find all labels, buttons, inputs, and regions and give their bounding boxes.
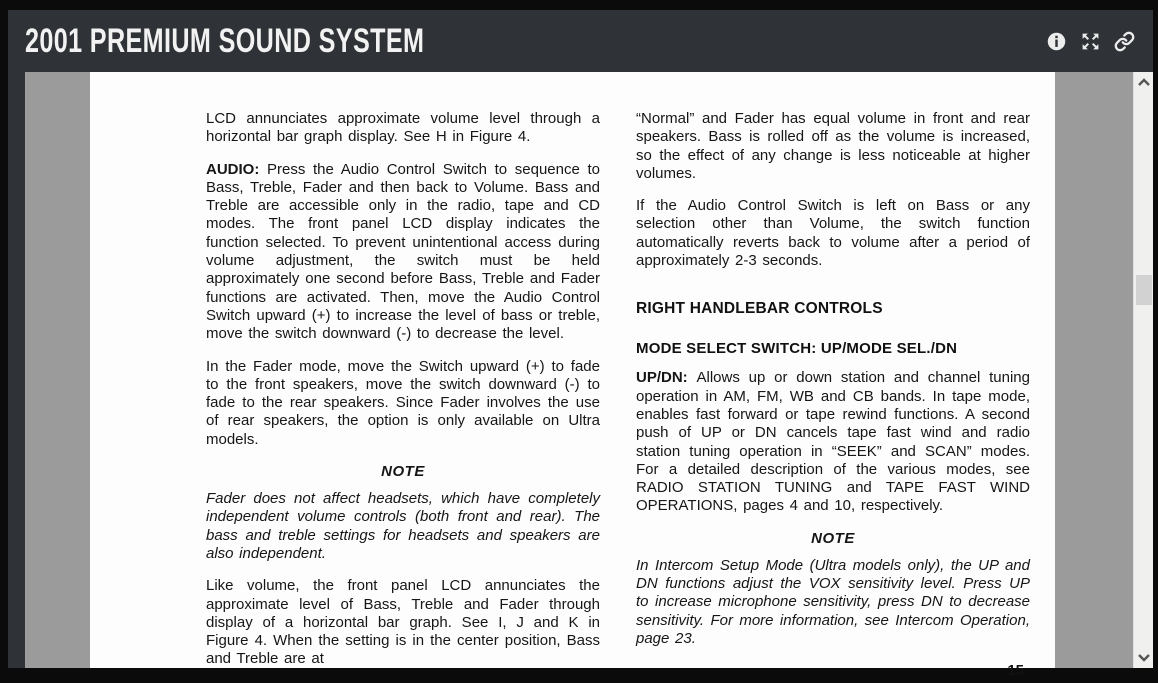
doc-paragraph: If the Audio Control Switch is left on Bass or any selection other than Volume, the switch function automatically reverts back to volume after a period of approximately 2-3 seconds. <box>636 197 1030 270</box>
document-page <box>90 72 1055 680</box>
scrollbar-thumb[interactable] <box>1136 275 1152 305</box>
page-content <box>90 72 1055 683</box>
info-icon[interactable] <box>1046 31 1067 52</box>
doc-paragraph: “Normal” and Fader has equal volume in front and rear speakers. Bass is rolled off as the volume is increased, so the effect of any change is less noticeable at higher volumes. <box>636 110 1030 182</box>
chevron-down-icon <box>1137 653 1151 663</box>
doc-paragraph: LCD annunciates approximate volume level through a horizontal bar graph display. See H in Figure 4. <box>206 110 600 146</box>
document-viewer <box>25 72 1153 680</box>
header-bar <box>8 10 1153 72</box>
chevron-up-icon <box>1137 77 1151 87</box>
left-column <box>206 110 600 683</box>
right-column <box>636 110 1030 683</box>
paragraph-lead: AUDIO: <box>206 160 267 178</box>
section-subheading: MODE SELECT SWITCH: UP/MODE SEL./DN <box>636 340 958 358</box>
page-number: 15 <box>1007 662 1024 680</box>
link-icon[interactable] <box>1114 31 1135 52</box>
expand-icon[interactable] <box>1080 31 1101 52</box>
doc-paragraph: Fader does not affect headsets, which have completely independent volume controls (both front and rear). The bass and treble settings for headsets and speakers are also independent. <box>206 490 600 562</box>
doc-paragraph: In Intercom Setup Mode (Ultra models only), the UP and DN functions adjust the VOX sensitivity level. Press UP to increase microphone sensitivity, press DN to decrease sensitivity. For more information, see Intercom Operation, page 23. <box>636 556 1030 647</box>
paragraph-lead: UP/DN: <box>636 369 697 387</box>
header-icon-group <box>1046 10 1135 72</box>
note-heading: NOTE <box>811 529 855 547</box>
doc-paragraph: UP/DN: Allows up or down station and channel tuning operation in AM, FM, WB and CB bands. In tape mode, enables fast forward or tape rewind functions. A second push of UP or DN cancels tape fast wind and radio station tuning operation in “SEEK” and SCAN” modes. For a detailed description of the various modes, see RADIO STATION TUNING and TAPE FAST WIND OPERATIONS, pages 4 and 10, respectively. <box>636 369 1030 515</box>
doc-paragraph: AUDIO: Press the Audio Control Switch to sequence to Bass, Treble, Fader and then back to Volume. Bass and Treble are accessible only in the radio, tape and CD modes. The front panel LCD display indicates the function selected. To prevent unintentional access during volume adjustment, the switch must be held approximately one second before Bass, Treble and Fader functions are activated. Then, move the Audio Control Switch upward (+) to increase the level of bass or treble, move the switch downward (-) to decrease the level. <box>206 160 600 343</box>
scroll-down-button[interactable] <box>1134 650 1154 666</box>
scroll-up-button[interactable] <box>1134 74 1154 90</box>
note-heading: NOTE <box>381 463 425 481</box>
page-title: 2001 PREMIUM SOUND SYSTEM <box>25 21 425 60</box>
doc-paragraph: In the Fader mode, move the Switch upward (+) to fade to the front speakers, move the switch downward (-) to fade to the rear speakers. Since Fader involves the use of rear speakers, the option is only available on Ultra models. <box>206 357 600 448</box>
doc-paragraph: Like volume, the front panel LCD annunciates the approximate level of Bass, Treble and Fader through display of a horizontal bar graph. See I, J and K in Figure 4. When the setting is in the center position, Bass and Treble are at <box>206 577 600 668</box>
window-frame <box>8 10 1153 680</box>
vertical-scrollbar[interactable] <box>1133 72 1153 668</box>
section-heading: RIGHT HANDLEBAR CONTROLS <box>636 300 883 318</box>
